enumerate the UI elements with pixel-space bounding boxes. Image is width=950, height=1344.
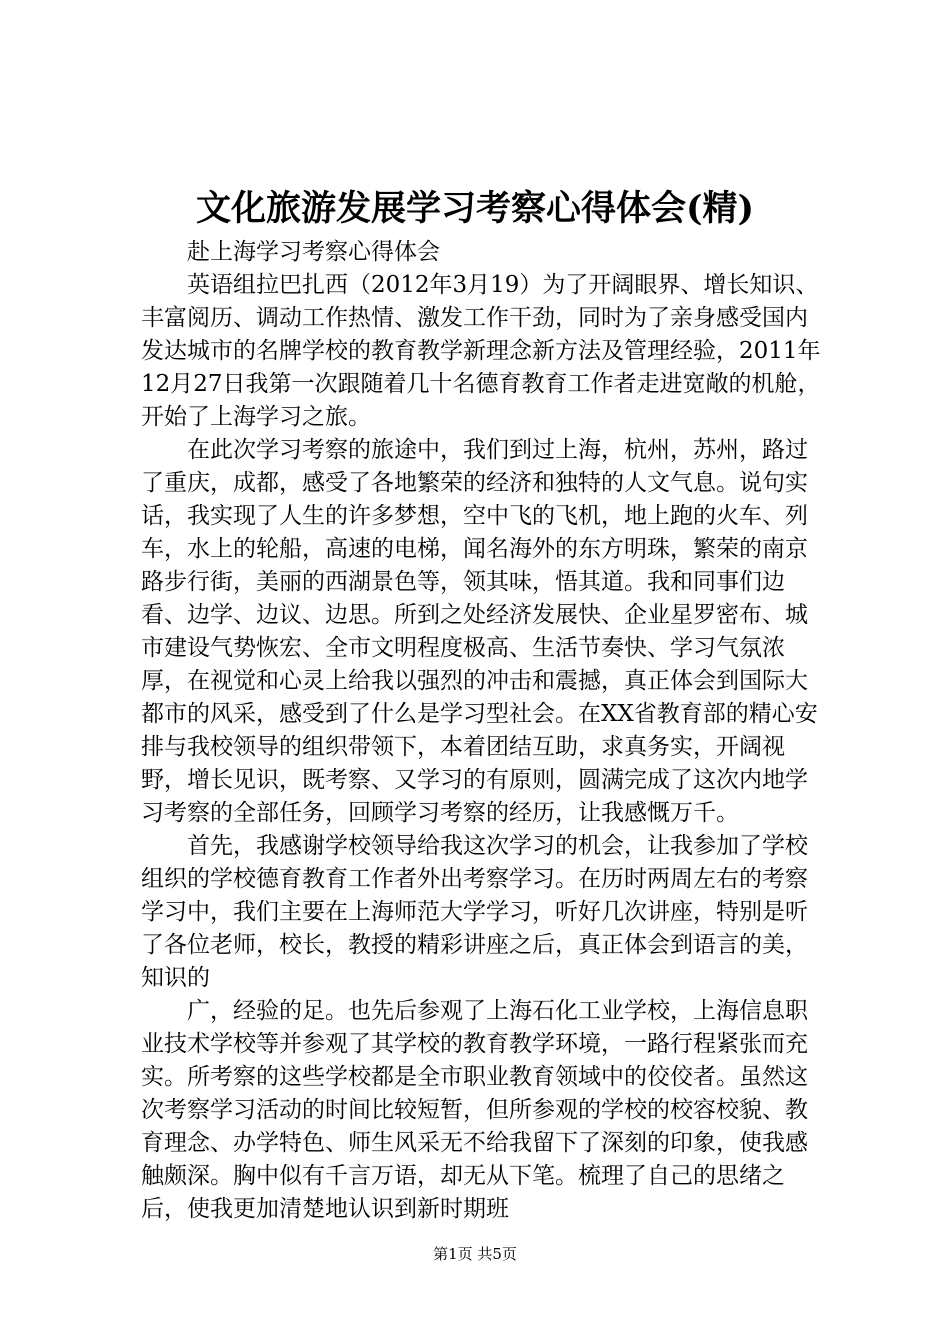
body-paragraph: 广，经验的足。也先后参观了上海石化工业学校，上海信息职业技术学校等并参观了其学校的教育教学环境，一路行程紧张而充实。所考察的这些学校都是全市职业教育领域中的佼佼者。虽然这次考察学习活动的时间比较短暂，但所参观的学校的校容校貌、教育理念、办学特色、师生风采无不给我留下了深刻的印象，使我感触颇深。胸中似有千言万语，却无从下笔。梳理了自己的思绪之后，使我更加清楚地认识到新时期班 xyxy=(141,998,808,1222)
subtitle-paragraph: 赴上海学习考察心得体会 xyxy=(187,239,440,265)
body-paragraph: 英语组拉巴扎西（2012年3月19）为了开阔眼界、增长知识、丰富阅历、调动工作热情、激发工作干劲，同时为了亲身感受国内发达城市的名牌学校的教育教学新理念新方法及管理经验，2011年12月27日我第一次跟随着几十名德育教育工作者走进宽敞的机舱，开始了上海学习之旅。 xyxy=(141,272,821,430)
body-paragraph: 在此次学习考察的旅途中，我们到过上海，杭州，苏州，路过了重庆，成都，感受了各地繁荣的经济和独特的人文气息。说句实话，我实现了人生的许多梦想，空中飞的飞机，地上跑的火车、列车，水上的轮船，高速的电梯，闻名海外的东方明珠，繁荣的南京路步行街，美丽的西湖景色等，领其味，悟其道。我和同事们边看、边学、边议、边思。所到之处经济发展快、企业星罗密布、城市建设气势恢宏、全市文明程度极高、生活节奏快、学习气氛浓厚，在视觉和心灵上给我以强烈的冲击和震撼，真正体会到国际大都市的风采，感受到了什么是学习型社会。在XX省教育部的精心安排与我校领导的组织带领下，本着团结互助，求真务实，开阔视野，增长见识，既考察、又学习的有原则，圆满完成了这次内地学习考察的全部任务，回顾学习考察的经历，让我感慨万千。 xyxy=(141,437,818,826)
document-title: 文化旅游发展学习考察心得体会(精) xyxy=(195,188,755,229)
document-body xyxy=(141,236,829,1226)
page-number-footer: 第1页 共5页 xyxy=(433,1245,517,1263)
body-paragraph: 首先，我感谢学校领导给我这次学习的机会，让我参加了学校组织的学校德育教育工作者外出考察学习。在历时两周左右的考察学习中，我们主要在上海师范大学学习，听好几次讲座，特别是听了各位老师，校长，教授的精彩讲座之后，真正体会到语言的美，知识的 xyxy=(141,833,808,991)
